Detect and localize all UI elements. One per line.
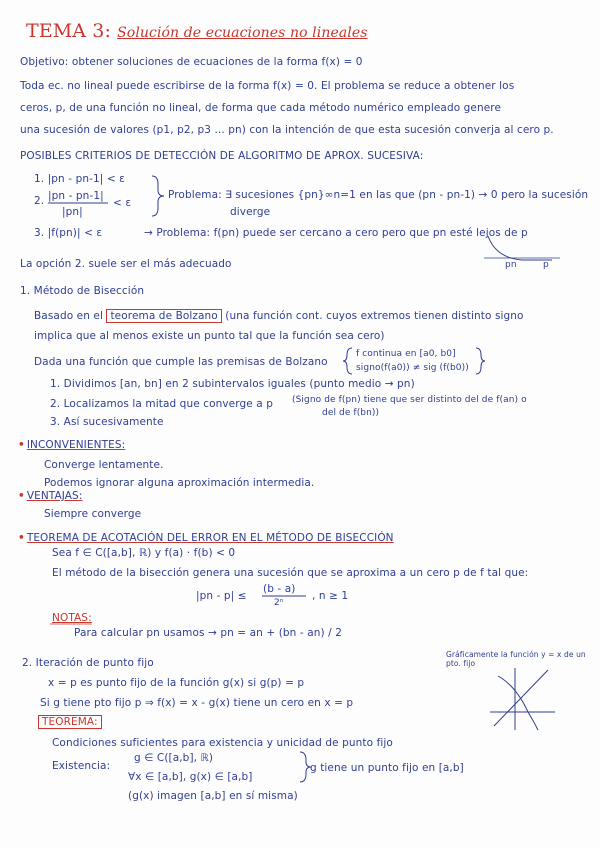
- existence-note: (g(x) imagen [a,b] en sí misma): [128, 790, 298, 802]
- criteria-note: La opción 2. suele ser el más adecuado: [20, 258, 232, 270]
- intro-line-1: Toda ec. no lineal puede escribirse de la forma f(x) = 0. El problema se reduce a obtener los: [20, 80, 515, 92]
- criterion-problem-1b: diverge: [230, 206, 271, 218]
- bisection-l1-post: (una función cont. cuyos extremos tienen distinto signo: [225, 310, 524, 322]
- graph-label-pn: pn: [505, 260, 517, 270]
- bullet-icon: •: [18, 439, 25, 451]
- objective-text: Objetivo: obtener soluciones de ecuaciones de la forma f(x) = 0: [20, 56, 363, 68]
- existence-condition-2: ∀x ∈ [a,b], g(x) ∈ [a,b]: [128, 771, 253, 783]
- criterion-2-prefix: 2.: [34, 195, 45, 207]
- bisection-step-3: 3. Así sucesivamente: [50, 416, 164, 428]
- bolzano-condition-1: f continua en [a0, b0]: [356, 349, 456, 359]
- criterion-3: 3. |f(pn)| < ε: [34, 227, 103, 239]
- inconvenientes-line-1: Converge lentamente.: [44, 459, 164, 471]
- inconvenientes-line-2: Podemos ignorar alguna aproximación intermedia.: [44, 477, 315, 489]
- intro-line-3: una sucesión de valores (p1, p2, p3 ... pn) con la intención de que esta sucesión converja al cero p.: [20, 124, 554, 136]
- existence-label: Existencia:: [52, 760, 111, 772]
- criterion-2-numerator: |pn - pn-1|: [48, 190, 104, 202]
- theorem-line-1: Sea f ∈ C([a,b], ℝ) y f(a) · f(b) < 0: [52, 547, 236, 559]
- bisection-heading: 1. Método de Bisección: [20, 285, 145, 297]
- bisection-step-1: 1. Dividimos [an, bn] en 2 subintervalos iguales (punto medio → pn): [50, 378, 415, 390]
- formula-left: |pn - p| ≤: [196, 590, 247, 602]
- fixed-point-heading: 2. Iteración de punto fijo: [22, 657, 154, 669]
- intro-line-2: ceros, p, de una función no lineal, de forma que cada método numérico empleado genere: [20, 102, 502, 114]
- theorem-box: TEOREMA:: [38, 716, 102, 728]
- ventajas-line-1: Siempre converge: [44, 508, 142, 520]
- criterion-problem-1: Problema: ∃ sucesiones {pn}∞n=1 en las que (pn - pn-1) → 0 pero la sucesión: [168, 189, 589, 201]
- criteria-heading: POSIBLES CRITERIOS DE DETECCIÓN DE ALGORITMO DE APROX. SUCESIVA:: [20, 150, 424, 162]
- bisection-line-3: Dada una función que cumple las premisas de Bolzano: [34, 356, 328, 368]
- existence-conclusion: g tiene un punto fijo en [a,b]: [310, 762, 464, 774]
- bisection-step-2-note-2: del de f(bn)): [322, 408, 380, 418]
- bullet-icon: •: [18, 490, 25, 502]
- bisection-step-2: 2. Localizamos la mitad que converge a p: [50, 398, 273, 410]
- title-subtitle: Solución de ecuaciones no lineales: [117, 25, 368, 41]
- formula-numerator: (b - a): [263, 583, 296, 595]
- graph-label-p: p: [543, 260, 549, 270]
- formula-right: , n ≥ 1: [312, 590, 349, 602]
- criterion-2-suffix: < ε: [113, 197, 132, 209]
- fixed-point-line-1: x = p es punto fijo de la función g(x) si g(p) = p: [48, 677, 305, 689]
- title-prefix: TEMA 3:: [26, 20, 111, 42]
- notas-label: NOTAS:: [52, 612, 92, 624]
- bolzano-condition-2: signo(f(a0)) ≠ sig (f(b0)): [356, 363, 469, 373]
- ventajas-heading: • VENTAJAS:: [18, 490, 83, 502]
- inconvenientes-heading: • INCONVENIENTES:: [18, 439, 126, 451]
- criterion-1: 1. |pn - pn-1| < ε: [34, 173, 125, 185]
- theorem-line-2: El método de la bisección genera una sucesión que se aproxima a un cero p de f tal que:: [52, 567, 529, 579]
- existence-condition-1: g ∈ C([a,b], ℝ): [134, 752, 214, 764]
- bolzano-box: teorema de Bolzano: [106, 309, 221, 323]
- bisection-step-2-note-1: (Signo de f(pn) tiene que ser distinto del de f(an) o: [292, 395, 527, 405]
- formula-denominator: 2ⁿ: [274, 598, 284, 608]
- fixed-point-side-note: Gráficamente la función y = x de un pto. fijo: [446, 650, 586, 668]
- theorem-heading: • TEOREMA DE ACOTACIÓN DEL ERROR EN EL MÉTODO DE BISECCIÓN: [18, 532, 394, 544]
- bisection-l1-pre: Basado en el: [34, 310, 103, 322]
- criterion-problem-3: → Problema: f(pn) puede ser cercano a cero pero que pn esté lejos de p: [144, 227, 528, 239]
- criterion-2-denominator: |pn|: [62, 206, 83, 218]
- fixed-point-line-2: Si g tiene pto fijo p ⇒ f(x) = x - g(x) tiene un cero en x = p: [40, 697, 354, 709]
- fixed-point-line-3: Condiciones suficientes para existencia y unicidad de punto fijo: [52, 737, 393, 749]
- notas-line-1: Para calcular pn usamos → pn = an + (bn - an) / 2: [74, 627, 342, 639]
- bullet-icon: •: [18, 532, 25, 544]
- bisection-line-2: implica que al menos existe un punto tal que la función sea cero): [34, 330, 385, 342]
